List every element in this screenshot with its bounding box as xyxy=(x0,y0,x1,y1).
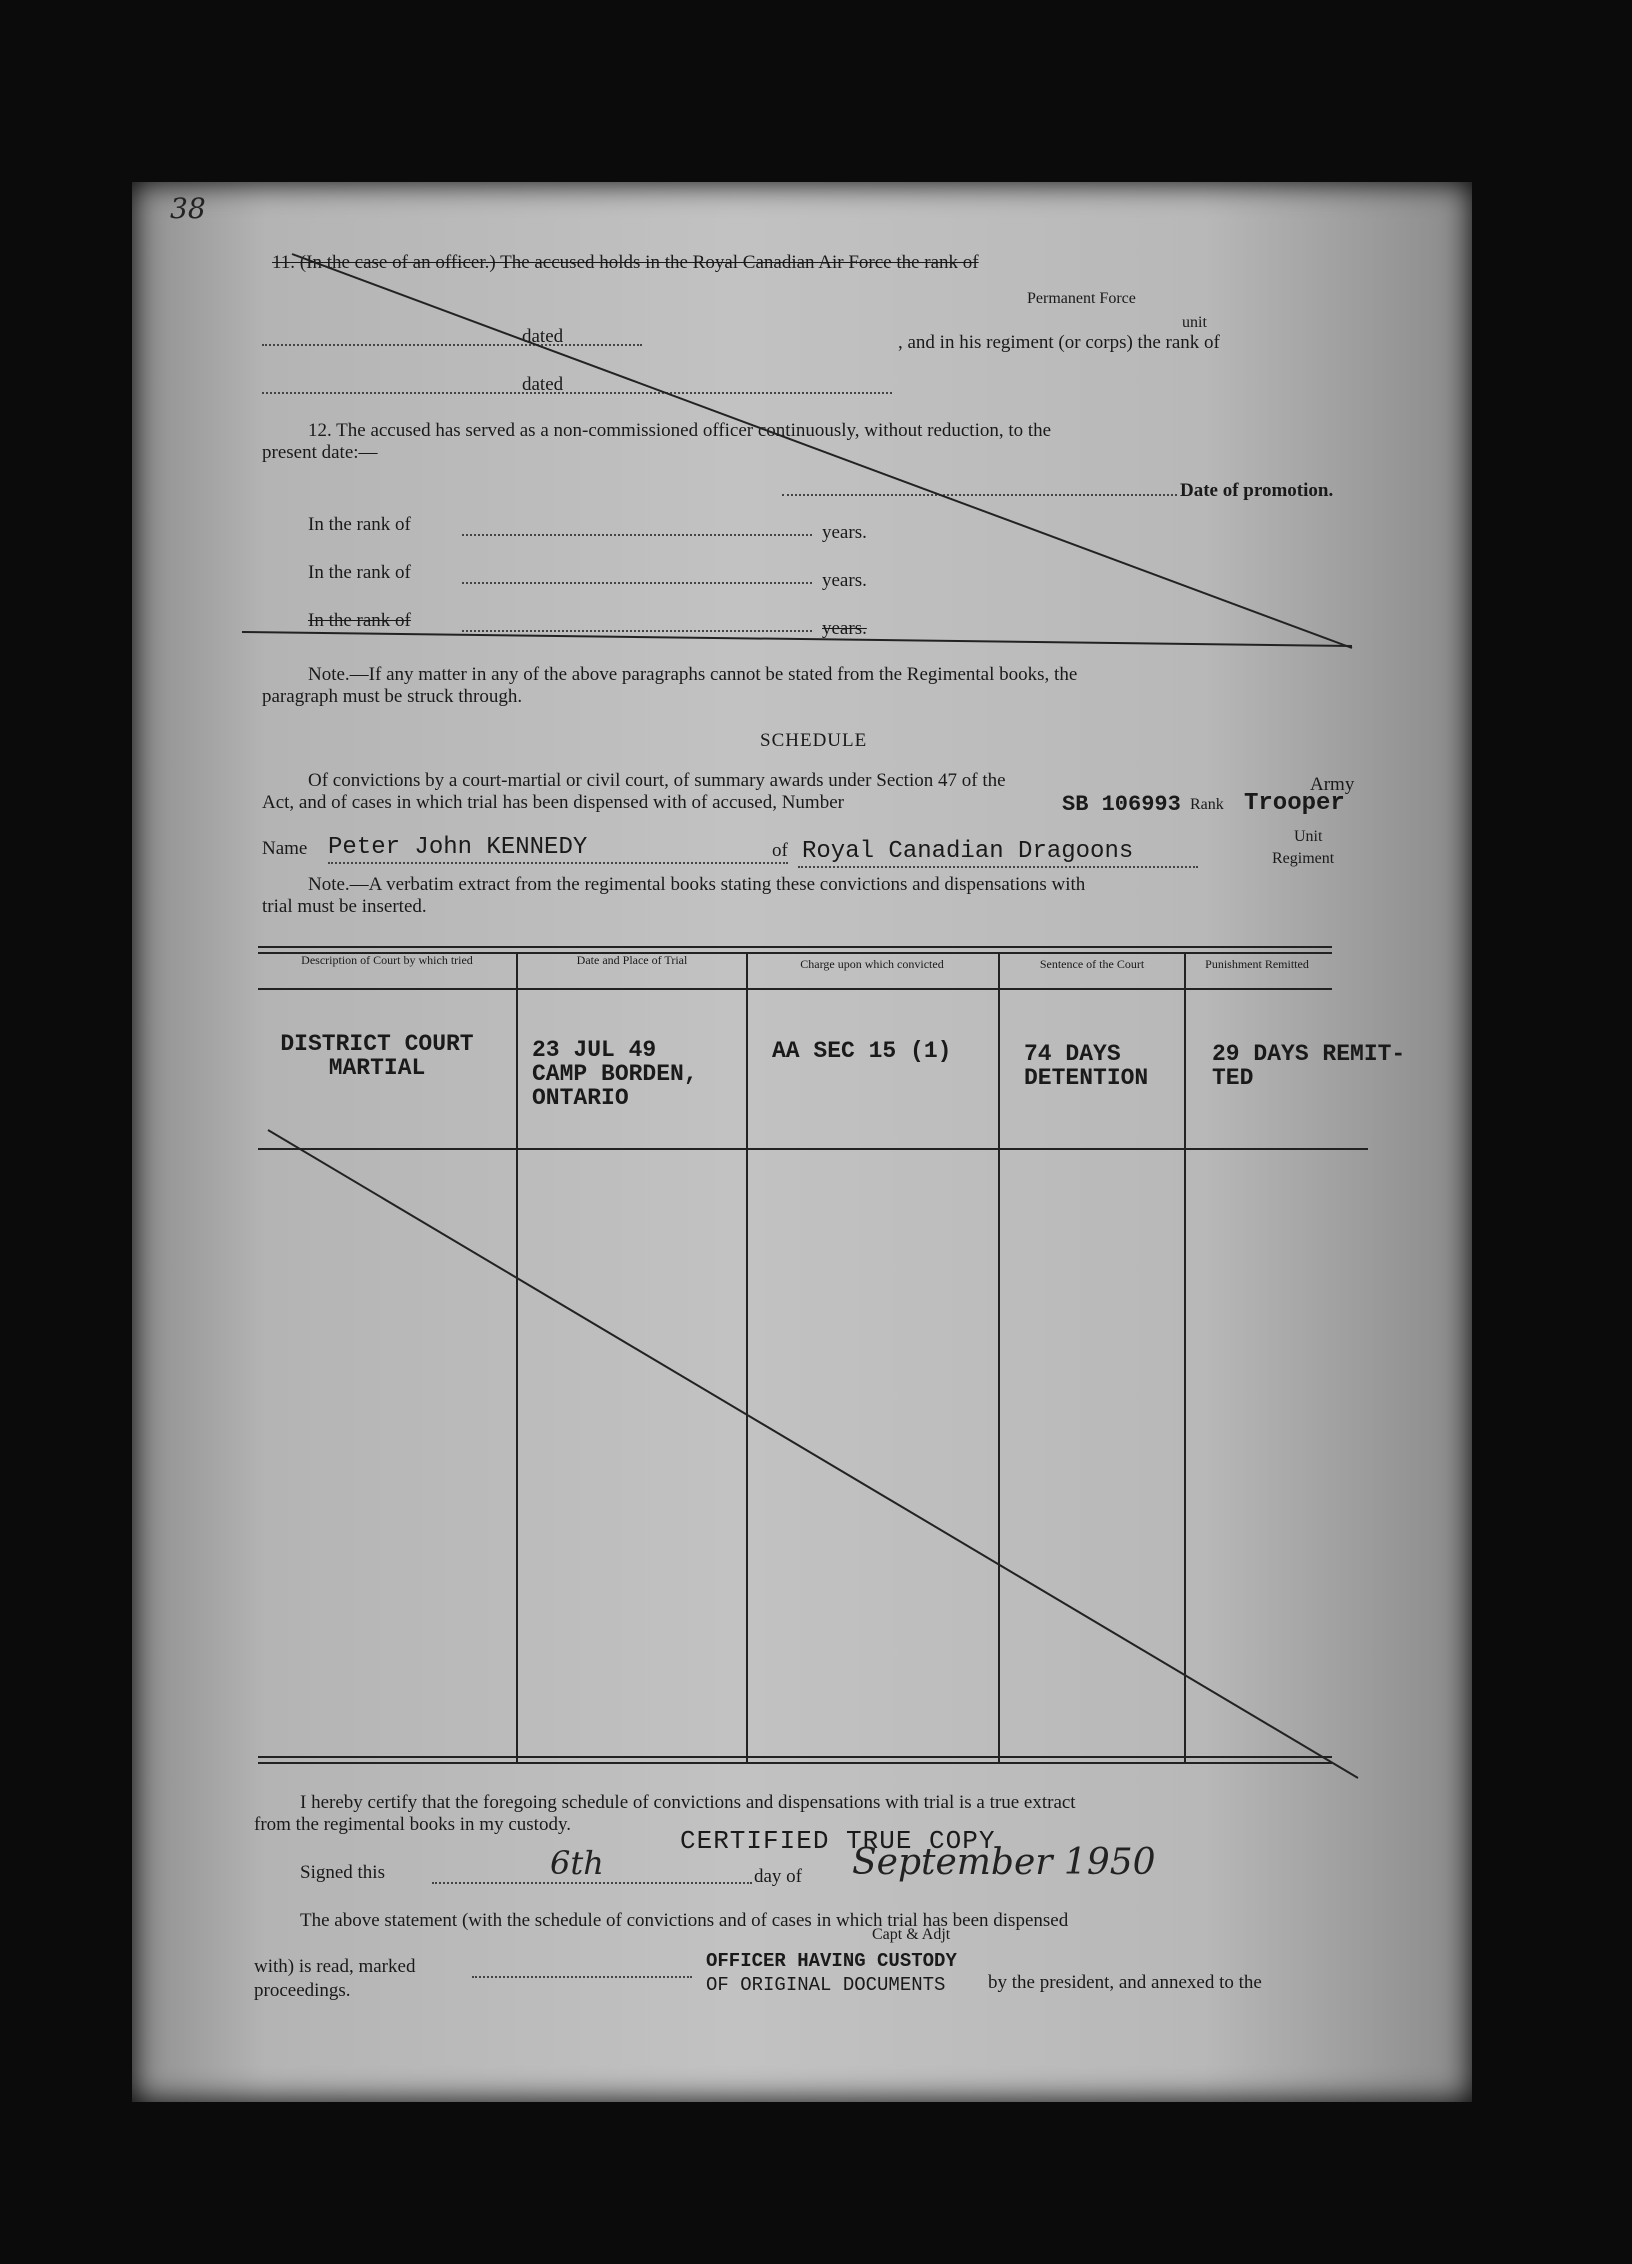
schedule-note-line2: trial must be inserted. xyxy=(262,896,427,917)
years-3: years. xyxy=(822,618,867,639)
day-value: 6th xyxy=(550,1844,604,1882)
name-label: Name xyxy=(262,838,308,859)
service-number: SB 106993 xyxy=(1062,792,1181,817)
cell-remitted: 29 DAYS REMIT- TED xyxy=(1212,1041,1406,1091)
para11-regiment-text: , and in his regiment (or corps) the rank of xyxy=(898,332,1220,353)
statement-a: The above statement (with the schedule of convictions and of cases in which trial has been dispensed xyxy=(300,1910,1069,1931)
header-sentence: Sentence of the Court xyxy=(1039,957,1145,971)
header-court: Description of Court by which tried xyxy=(301,953,473,967)
cell-charge: AA SEC 15 (1) xyxy=(772,1038,952,1064)
years-2: years. xyxy=(822,570,867,591)
schedule-army: Army xyxy=(1310,774,1355,795)
para11-dated-2: dated xyxy=(522,374,564,395)
custody-stamp-line2: OF ORIGINAL DOCUMENTS xyxy=(706,1974,946,1996)
unit-value: Royal Canadian Dragoons xyxy=(802,838,1134,865)
schedule-line1: Of convictions by a court-martial or civil court, of summary awards under Section 47 of the xyxy=(308,770,1006,791)
day-of: day of xyxy=(754,1866,803,1887)
para12-line1: 12. The accused has served as a non-commissioned officer continuously, without reduction, to the xyxy=(308,420,1052,441)
rank-value: Trooper xyxy=(1244,790,1345,817)
rank-label-1: In the rank of xyxy=(308,514,411,535)
schedule-note-line1: Note.—A verbatim extract from the regimental books stating these convictions and dispensations with xyxy=(308,874,1086,895)
signed-this: Signed this xyxy=(300,1862,385,1883)
date-of-promotion: Date of promotion. xyxy=(1180,480,1334,501)
of-label: of xyxy=(772,840,788,861)
unit-label: Unit xyxy=(1294,828,1323,845)
custody-stamp-line1: OFFICER HAVING CUSTODY xyxy=(706,1950,957,1972)
certify-line2: from the regimental books in my custody. xyxy=(254,1814,571,1835)
statement-c: by the president, and annexed to the xyxy=(988,1972,1262,1993)
para11-permanent-force: Permanent Force xyxy=(1027,290,1136,307)
certified-stamp: CERTIFIED TRUE COPY xyxy=(680,1826,996,1856)
statement-d: proceedings. xyxy=(254,1980,351,2001)
cell-sentence: 74 DAYS DETENTION xyxy=(1024,1041,1149,1091)
statement-b: with) is read, marked xyxy=(254,1956,416,1977)
capt-adjt: Capt & Adjt xyxy=(872,1926,951,1943)
header-charge: Charge upon which convicted xyxy=(800,957,944,971)
para11-unit: unit xyxy=(1182,314,1207,331)
cell-date-place: 23 JUL 49 CAMP BORDEN, ONTARIO xyxy=(532,1037,698,1111)
rank-label-2: In the rank of xyxy=(308,562,411,583)
note1-line2: paragraph must be struck through. xyxy=(262,686,523,707)
para11-dated: dated xyxy=(522,326,564,347)
regiment-label: Regiment xyxy=(1272,850,1335,867)
para12-line2: present date:— xyxy=(262,442,378,463)
schedule-title: SCHEDULE xyxy=(760,730,868,751)
month-year: September 1950 xyxy=(852,1842,1156,1883)
header-date-place: Date and Place of Trial xyxy=(576,953,688,967)
certify-line1: I hereby certify that the foregoing schedule of convictions and dispensations with trial is a true extract xyxy=(300,1792,1076,1813)
page-number: 38 xyxy=(170,192,206,225)
name-value: Peter John KENNEDY xyxy=(328,834,588,861)
cell-court: DISTRICT COURT MARTIAL xyxy=(280,1031,474,1081)
schedule-line2: Act, and of cases in which trial has been dispensed with of accused, Number xyxy=(262,792,844,813)
note1-line1: Note.—If any matter in any of the above paragraphs cannot be stated from the Regimental books, the xyxy=(308,664,1078,685)
header-remitted: Punishment Remitted xyxy=(1205,957,1309,971)
rank-label: Rank xyxy=(1190,796,1224,813)
para11-text: 11. (In the case of an officer.) The accused holds in the Royal Canadian Air Force the rank of xyxy=(272,252,979,273)
years-1: years. xyxy=(822,522,867,543)
document-page xyxy=(132,182,1472,2102)
strike-lines xyxy=(132,182,1472,2102)
rank-label-3: In the rank of xyxy=(308,610,411,631)
